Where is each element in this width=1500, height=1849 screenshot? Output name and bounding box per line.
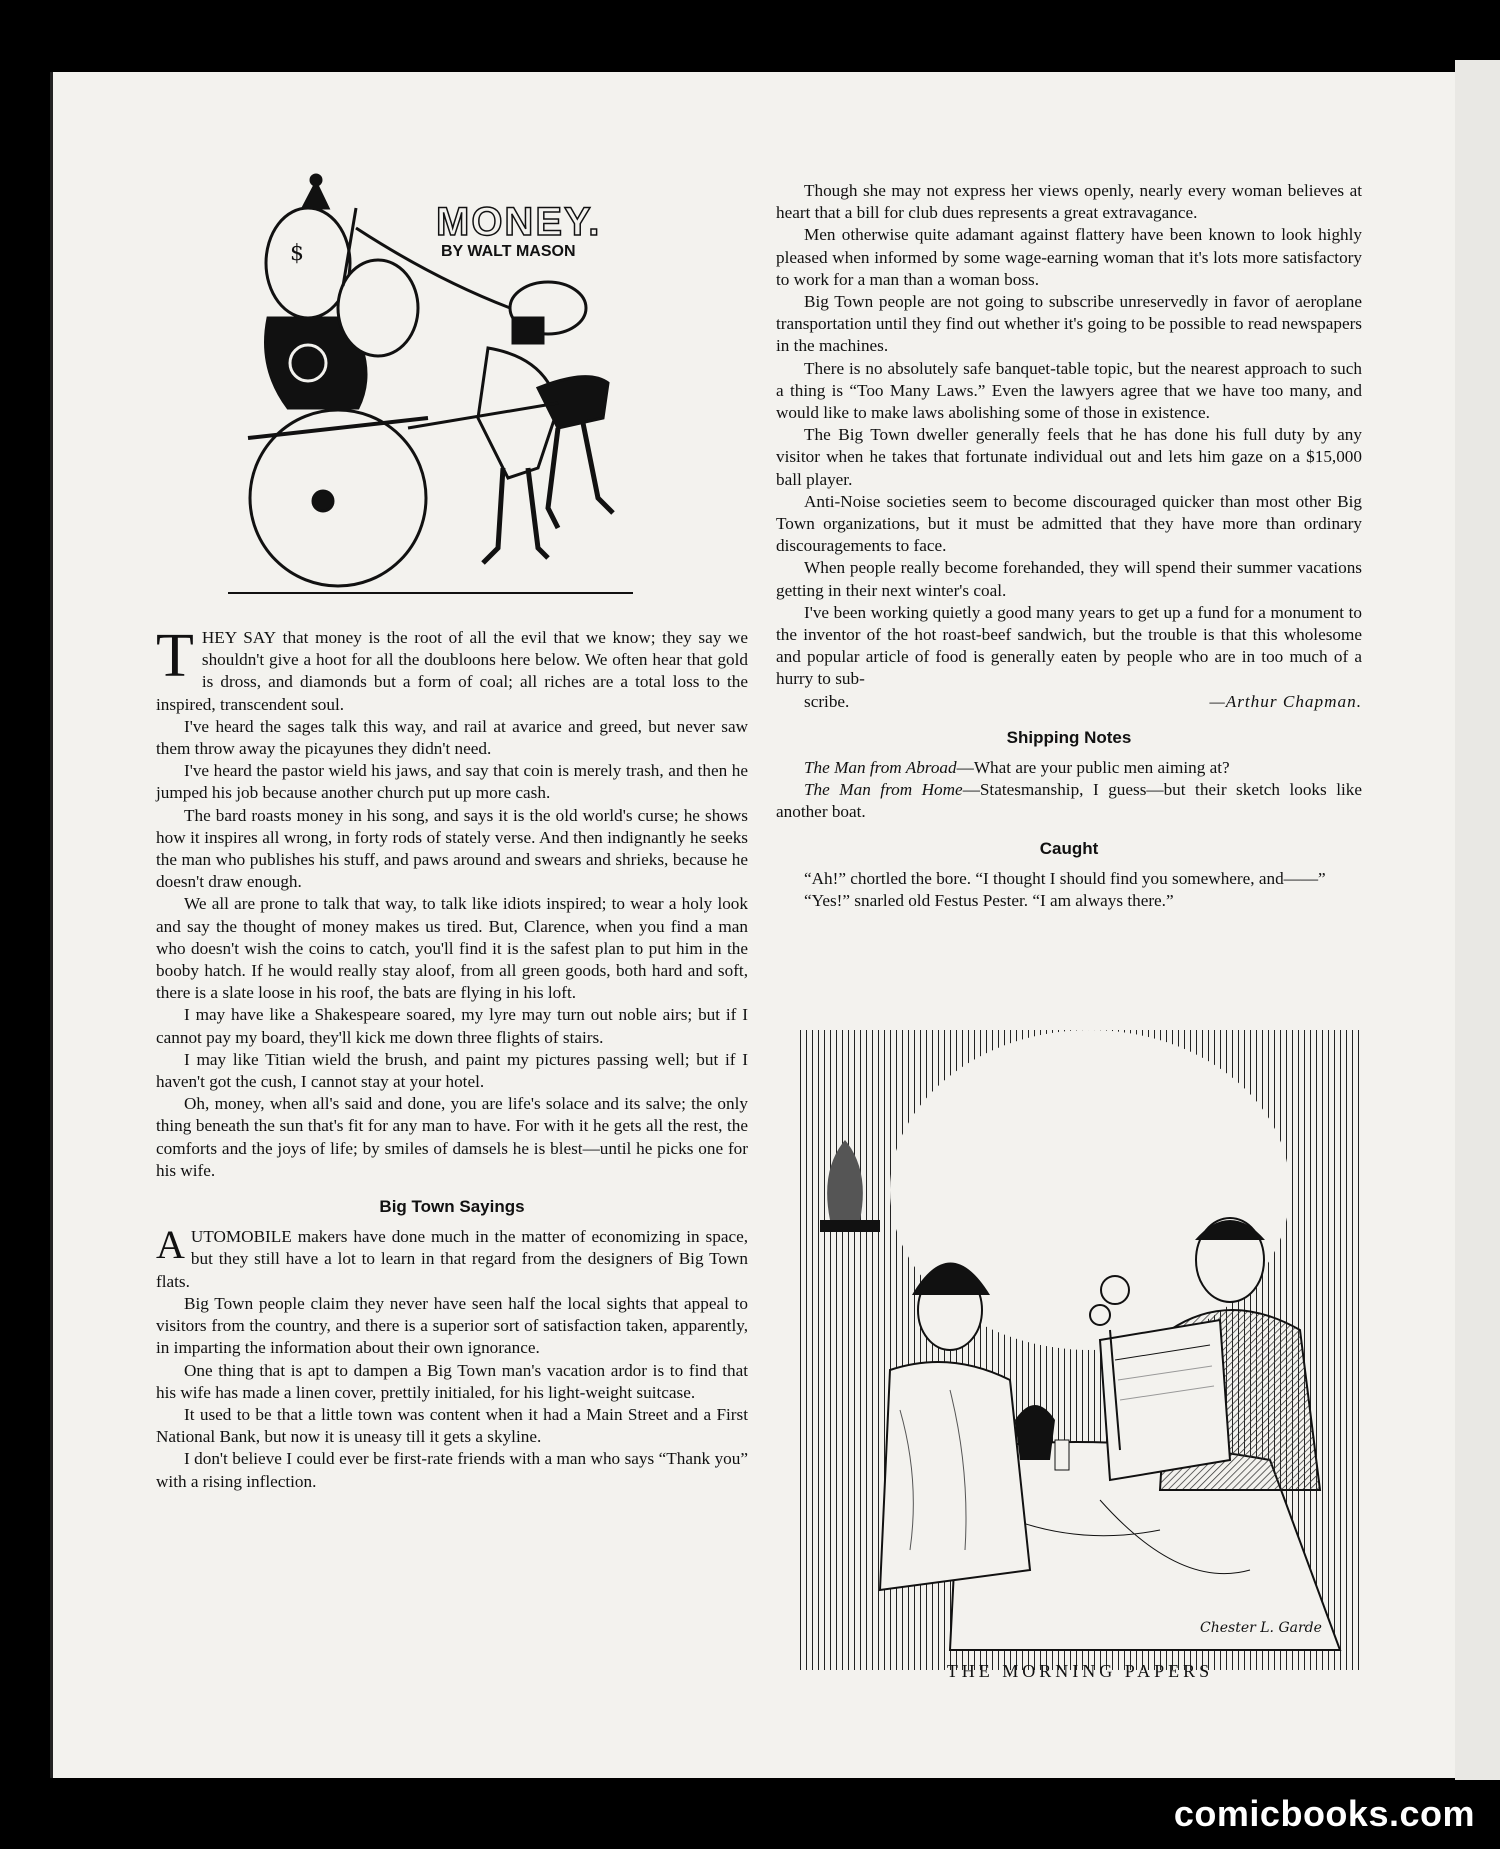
money-text: that money is the root of all the evil that we know; they say we shouldn't give a hoot for all the doubloons here below. We often hear that gold is dross, and diamonds but a form of coal; all riches are a total loss to the inspired, transcendent soul. xyxy=(156,628,749,714)
caught-line: “Yes!” snarled old Festus Pester. “I am always there.” xyxy=(804,891,1174,911)
big-town-paragraph-end: scribe. xyxy=(804,691,850,711)
author-signature: —Arthur Chapman. xyxy=(1209,691,1362,711)
money-paragraph: I've heard the pastor wield his jaws, and say that coin is merely trash, and then he jumped his job because another church put up more cash. xyxy=(156,761,748,803)
dialogue-text: —Statesmanship, I guess—but their sketch looks like another boat. xyxy=(776,780,1362,822)
watermark-logo: comicbooks.com xyxy=(1173,1793,1475,1834)
big-town-paragraph: I don't believe I could ever be first-rate friends with a man who says “Thank you” with a rising inflection. xyxy=(156,1449,748,1491)
big-town-paragraph: When people really become forehanded, they will spend their summer vacations getting in their next winter's coal. xyxy=(776,558,1362,600)
svg-text:Chester L. Garde: Chester L. Garde xyxy=(1200,1620,1322,1636)
shipping-line xyxy=(776,779,1362,823)
shipping-heading: Shipping Notes xyxy=(1006,727,1132,747)
big-town-paragraph: The Big Town dweller generally feels that he has done his full duty by any visitor when he takes that fortunate individual out and lets him gaze on a $15,000 ball player. xyxy=(776,425,1362,489)
money-paragraph: The bard roasts money in his song, and says it is the old world's curse; he shows how it inspires all wrong, in forty rods of stately verse. And then indignantly he seeks the man who publishes his stuff, and paws around and swears and shrieks, because he doesn't draw enough. xyxy=(156,805,748,892)
money-paragraph xyxy=(156,622,749,716)
dialogue-text: —What are your public men aiming at? xyxy=(956,758,1230,778)
big-town-paragraph: Men otherwise quite adamant against flattery have been known to look highly pleased when informed by some wage-earning woman that it's lots more satisfactory to work for a man than a woman boss. xyxy=(776,225,1362,289)
big-town-heading: Big Town Sayings xyxy=(379,1197,525,1217)
money-paragraph: Oh, money, when all's said and done, you are life's solace and its salve; the only thing beneath the sun that's fit for any man to have. For with it he gets all the rest, the comforts and the joys of life; by smiles of damsels he is blest—until he picks one for his wife. xyxy=(156,1094,748,1180)
big-town-paragraph xyxy=(156,1222,749,1293)
money-dropcap: T xyxy=(156,622,194,690)
big-town-lead: UTOMOBILE xyxy=(190,1227,292,1247)
caught-line: “Ah!” chortled the bore. “I thought I should find you somewhere, and——” xyxy=(804,868,1326,888)
signature-line xyxy=(776,691,1362,713)
money-paragraph: I've heard the sages talk this way, and rail at avarice and greed, but never saw them throw away the picayunes they didn't need. xyxy=(156,716,748,759)
right-column xyxy=(776,180,1362,912)
money-title: MONEY. xyxy=(436,200,602,244)
money-lead: HEY SAY xyxy=(201,628,277,647)
big-town-paragraph: It used to be that a little town was content when it had a Main Street and a First National Bank, but now it is uneasy till it gets a skyline. xyxy=(156,1404,748,1447)
left-column xyxy=(156,622,749,1493)
svg-text:$: $ xyxy=(290,241,304,266)
facing-page-edge xyxy=(1455,60,1500,1780)
big-town-paragraph: There is no absolutely safe banquet-table topic, but the nearest approach to such a thing is “Too Many Laws.” Even the lawyers agree that we have too many, and would like to make laws abolishing some of those in existence. xyxy=(776,358,1362,423)
money-paragraph: I may have like a Shakespeare soared, my lyre may turn out noble airs; but if I cannot pay my board, they'll kick me down three flights of stairs. xyxy=(156,1005,748,1047)
morning-papers-illustration xyxy=(800,1030,1360,1670)
big-town-text: makers have done much in the matter of economizing in space, but they still have a lot to learn in that regard from the designers of Big Town flats. xyxy=(156,1227,749,1291)
big-town-paragraph: I've been working quietly a good many years to get up a fund for a monument to the inventor of the hot roast-beef sandwich, but the trouble is that this wholesome and popular article of food is generally eaten by people who are in too much of a hurry to sub- xyxy=(776,602,1362,689)
shipping-line xyxy=(776,757,1362,779)
caught-heading: Caught xyxy=(1039,838,1099,858)
big-town-paragraph: One thing that is apt to dampen a Big Town man's vacation ardor is to find that his wife has made a linen cover, prettily initialed, for his light-weight suitcase. xyxy=(156,1360,748,1402)
money-paragraph: I may like Titian wield the brush, and paint my pictures passing well; but if I haven't got the cush, I cannot stay at your hotel. xyxy=(156,1049,748,1092)
big-town-paragraph: Though she may not express her views openly, nearly every woman believes at heart that a bill for club dues represents a great extravagance. xyxy=(776,181,1362,223)
big-town-paragraph: Big Town people claim they never have seen half the local sights that appeal to visitors from the country, and there is a superior sort of satisfaction taken, apparently, in imparting the information about their own ignorance. xyxy=(156,1293,748,1358)
money-paragraph: We all are prone to talk that way, to talk like idiots inspired; to wear a holy look and say the thought of money makes us tired. But, Clarence, when you find a man who doesn't wish the coins to catch, you'll find it is the safest plan to put him in the booby hatch. If he would really stay aloof, from all green goods, both hard and soft, there is a slate loose in his roof, the bats are flying in his loft. xyxy=(156,894,748,1003)
big-town-paragraph: Anti-Noise societies seem to become discouraged quicker than most other Big Town organizations, but it must be admitted that they have more than ordinary discouragements to face. xyxy=(776,491,1362,556)
illustration-caption: THE MORNING PAPERS xyxy=(946,1661,1214,1681)
money-byline: BY WALT MASON xyxy=(441,243,576,260)
big-town-dropcap: A xyxy=(156,1222,185,1268)
big-town-paragraph: Big Town people are not going to subscribe unreservedly in favor of aeroplane transportation until they find out whether it's going to be possible to read newspapers in the machines. xyxy=(776,292,1362,356)
speaker-label: The Man from Home xyxy=(804,780,963,800)
speaker-label: The Man from Abroad xyxy=(804,758,957,778)
